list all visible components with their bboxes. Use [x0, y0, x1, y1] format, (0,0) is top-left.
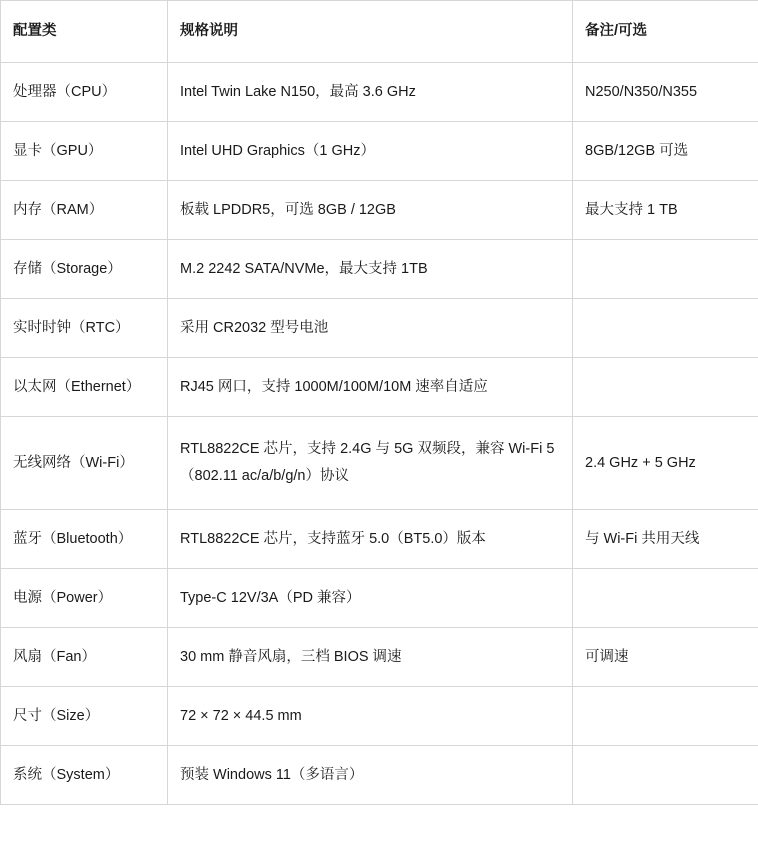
column-header-note: 备注/可选: [573, 1, 758, 63]
cell-spec: 板载 LPDDR5，可选 8GB / 12GB: [168, 181, 573, 240]
column-header-category: 配置类: [1, 1, 168, 63]
cell-category: 风扇（Fan）: [1, 628, 168, 687]
table-header: [1, 1, 758, 63]
column-header-spec: 规格说明: [168, 1, 573, 63]
cell-spec: Type-C 12V/3A（PD 兼容）: [168, 569, 573, 628]
cell-spec: 72 × 72 × 44.5 mm: [168, 687, 573, 746]
table-row: [1, 299, 758, 358]
table-row: [1, 181, 758, 240]
table-row: [1, 687, 758, 746]
cell-spec: Intel UHD Graphics（1 GHz）: [168, 122, 573, 181]
cell-note: N250/N350/N355: [573, 63, 758, 122]
table-row: [1, 746, 758, 805]
cell-note: [573, 299, 758, 358]
cell-category: 实时时钟（RTC）: [1, 299, 168, 358]
table-header-row: [1, 1, 758, 63]
table-row: [1, 569, 758, 628]
table-row: [1, 510, 758, 569]
cell-category: 内存（RAM）: [1, 181, 168, 240]
cell-note: 8GB/12GB 可选: [573, 122, 758, 181]
cell-spec: M.2 2242 SATA/NVMe，最大支持 1TB: [168, 240, 573, 299]
cell-category: 系统（System）: [1, 746, 168, 805]
cell-category: 存储（Storage）: [1, 240, 168, 299]
cell-note: [573, 687, 758, 746]
cell-note: 最大支持 1 TB: [573, 181, 758, 240]
cell-note: [573, 569, 758, 628]
cell-spec: Intel Twin Lake N150，最高 3.6 GHz: [168, 63, 573, 122]
table-row: [1, 122, 758, 181]
cell-spec: 采用 CR2032 型号电池: [168, 299, 573, 358]
cell-note: [573, 746, 758, 805]
cell-category: 蓝牙（Bluetooth）: [1, 510, 168, 569]
cell-category: 电源（Power）: [1, 569, 168, 628]
cell-category: 以太网（Ethernet）: [1, 358, 168, 417]
cell-spec: 预装 Windows 11（多语言）: [168, 746, 573, 805]
cell-spec: 30 mm 静音风扇，三档 BIOS 调速: [168, 628, 573, 687]
table-body: [1, 63, 758, 805]
cell-category: 显卡（GPU）: [1, 122, 168, 181]
cell-category: 尺寸（Size）: [1, 687, 168, 746]
cell-spec: RTL8822CE 芯片，支持 2.4G 与 5G 双频段，兼容 Wi-Fi 5（802.11 ac/a/b/g/n）协议: [168, 417, 573, 510]
table-row: [1, 628, 758, 687]
table-row: [1, 63, 758, 122]
table-row: [1, 358, 758, 417]
table-row: [1, 240, 758, 299]
cell-note: 2.4 GHz + 5 GHz: [573, 417, 758, 510]
cell-note: [573, 240, 758, 299]
cell-note: [573, 358, 758, 417]
cell-spec: RJ45 网口，支持 1000M/100M/10M 速率自适应: [168, 358, 573, 417]
cell-category: 处理器（CPU）: [1, 63, 168, 122]
cell-category: 无线网络（Wi-Fi）: [1, 417, 168, 510]
cell-note: 与 Wi-Fi 共用天线: [573, 510, 758, 569]
cell-spec: RTL8822CE 芯片，支持蓝牙 5.0（BT5.0）版本: [168, 510, 573, 569]
table-row: [1, 417, 758, 510]
cell-note: 可调速: [573, 628, 758, 687]
